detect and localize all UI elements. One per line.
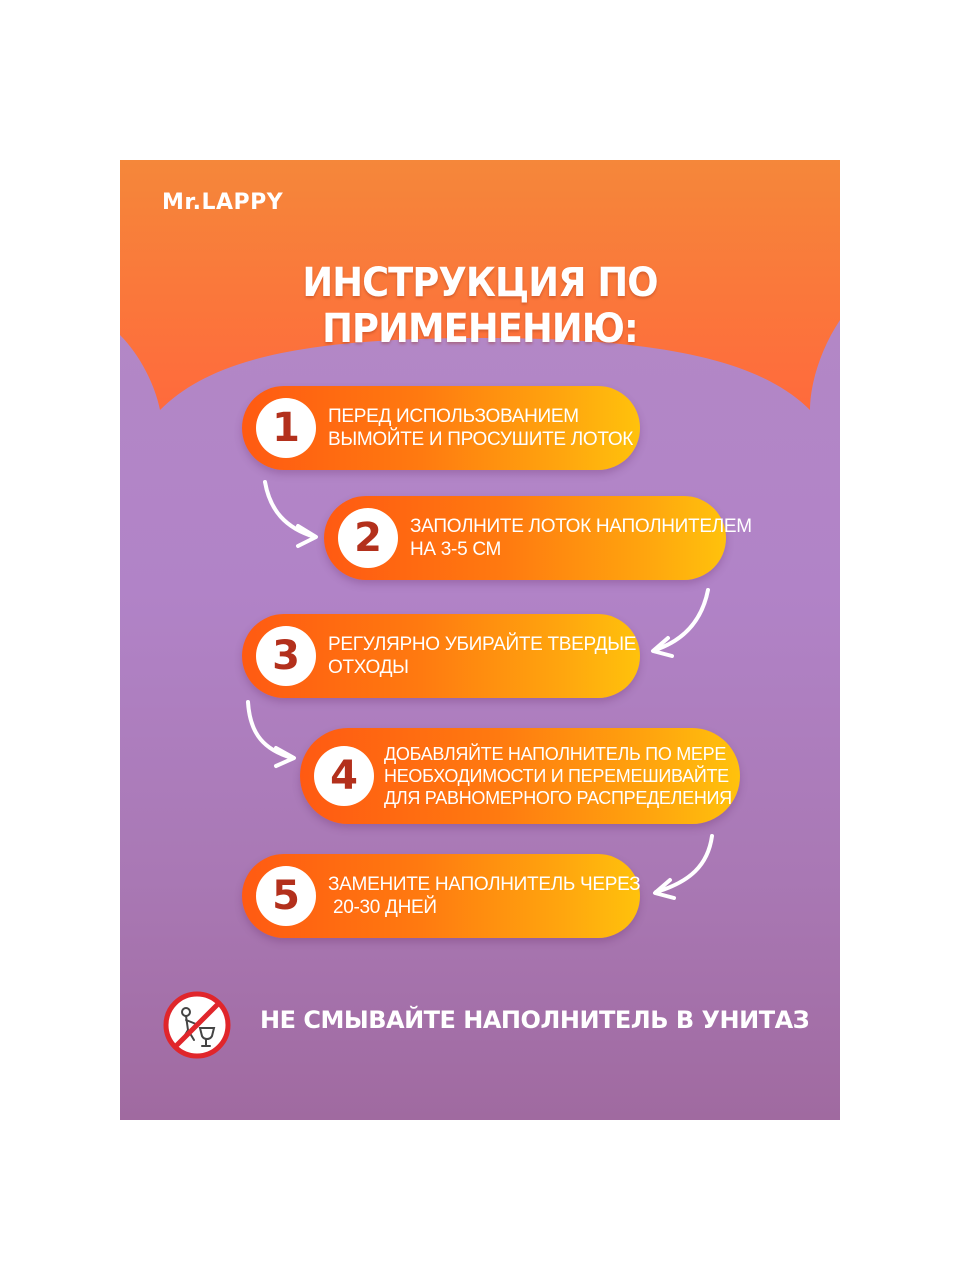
step-number: 5: [272, 873, 300, 919]
page-title: ИНСТРУКЦИЯ ПО ПРИМЕНЕНИЮ:: [302, 260, 658, 352]
arrow-4-to-5-icon: [656, 836, 712, 892]
step-number: 4: [330, 753, 358, 799]
step-line: ЗАПОЛНИТЕ ЛОТОК НАПОЛНИТЕЛЕМ: [410, 516, 752, 537]
brand-logo: Mr.LAPPY: [162, 190, 284, 215]
step-line: НЕОБХОДИМОСТИ И ПЕРЕМЕШИВАЙТЕ: [384, 766, 729, 786]
step-line: ДОБАВЛЯЙТЕ НАПОЛНИТЕЛЬ ПО МЕРЕ: [384, 744, 727, 764]
step-number-badge: [256, 866, 316, 926]
step-line: ДЛЯ РАВНОМЕРНОГО РАСПРЕДЕЛЕНИЯ: [384, 788, 732, 808]
step-description: [410, 496, 752, 580]
warning-text: НЕ СМЫВАЙТЕ НАПОЛНИТЕЛЬ В УНИТАЗ: [260, 1006, 810, 1034]
step-line: ЗАМЕНИТЕ НАПОЛНИТЕЛЬ ЧЕРЕЗ: [328, 874, 641, 895]
step-4: [300, 728, 740, 824]
arrow-3-to-4-icon: [248, 702, 292, 758]
step-number-badge: [338, 508, 398, 568]
step-number-badge: [256, 626, 316, 686]
step-description: [328, 854, 640, 938]
step-line: НА 3-5 СМ: [410, 539, 502, 560]
step-number-badge: [256, 398, 316, 458]
arrow-1-to-2-icon: [265, 482, 315, 537]
step-line: ОТХОДЫ: [328, 657, 409, 678]
step-2: [324, 496, 752, 580]
no-flush-toilet-icon: [162, 990, 232, 1060]
step-number: 2: [354, 515, 382, 561]
step-description: [384, 728, 732, 824]
step-1: [242, 386, 640, 470]
step-line: РЕГУЛЯРНО УБИРАЙТЕ ТВЕРДЫЕ: [328, 634, 637, 655]
instruction-poster: [120, 160, 840, 1120]
step-3: [242, 614, 640, 698]
step-line: 20-30 ДНЕЙ: [328, 897, 437, 918]
arrow-2-to-3-icon: [655, 590, 708, 650]
step-5: [242, 854, 640, 938]
step-description: [328, 386, 633, 470]
step-line: ВЫМОЙТЕ И ПРОСУШИТЕ ЛОТОК: [328, 429, 634, 450]
step-description: [328, 614, 636, 698]
step-number-badge: [314, 746, 374, 806]
step-number: 3: [272, 633, 300, 679]
step-number: 1: [272, 405, 300, 451]
step-line: ПЕРЕД ИСПОЛЬЗОВАНИЕМ: [328, 406, 579, 427]
